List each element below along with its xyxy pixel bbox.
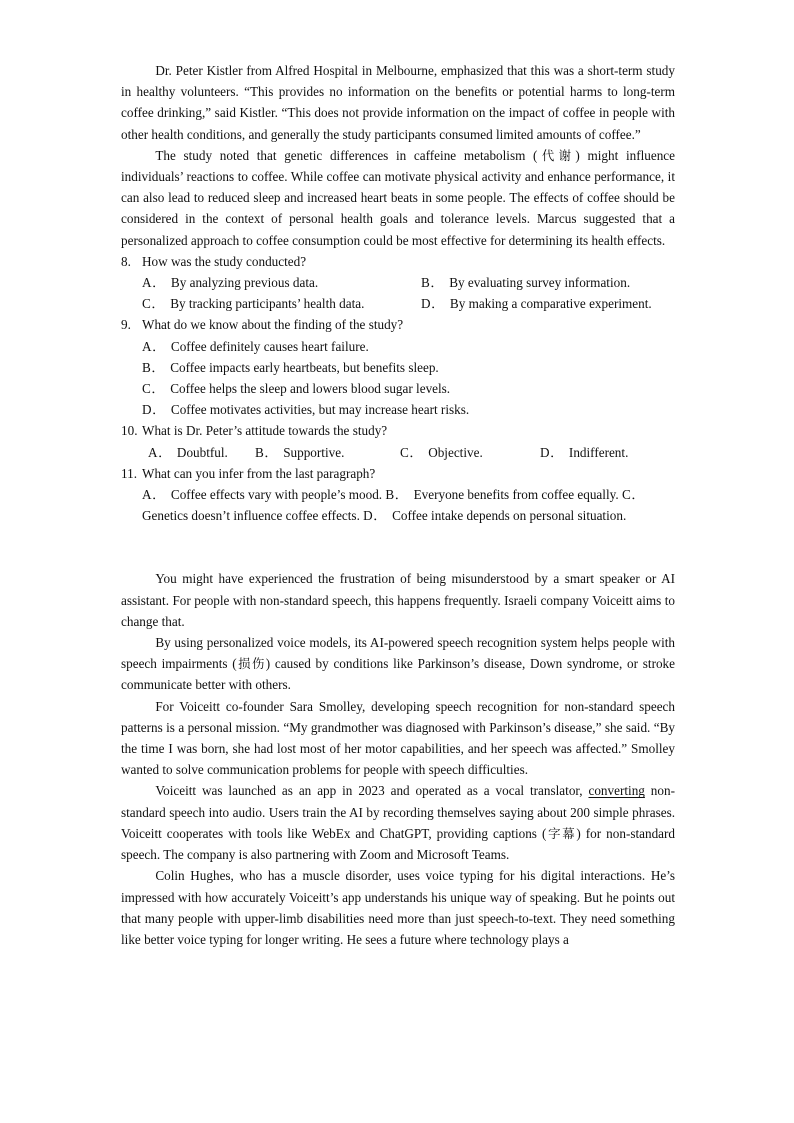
option-letter: D． <box>540 444 564 460</box>
question-11-option-b[interactable] <box>382 487 619 502</box>
question-11-options <box>121 484 675 526</box>
option-letter: C． <box>400 444 424 460</box>
option-letter: D． <box>363 508 388 524</box>
passage-one-paragraph-1: Dr. Peter Kistler from Alfred Hospital in Melbourne, emphasized that this was a short-term study in healthy volunteers. “This provides no information on the benefits or potential harms to long-term coffee drinking,” said Kistler. “This does not provide information on the impact of coffee in people with other health conditions, and generally the study participants consumed limited amounts of coffee.” <box>121 63 675 142</box>
document-body <box>121 60 675 950</box>
option-text: Coffee intake depends on personal situation. <box>392 508 627 524</box>
option-letter: A． <box>142 338 166 354</box>
option-text: Indifferent. <box>568 444 629 460</box>
option-text: Doubtful. <box>176 444 228 460</box>
option-text: Coffee effects vary with people’s mood. <box>170 487 383 503</box>
option-letter: A． <box>142 487 166 503</box>
option-letter: C． <box>621 487 646 503</box>
question-10-option-b[interactable] <box>255 442 344 463</box>
question-9-stem <box>121 314 675 335</box>
option-text: Everyone benefits from coffee equally. <box>413 487 619 503</box>
question-10-option-a[interactable] <box>148 442 228 463</box>
question-8-option-c[interactable] <box>142 293 421 314</box>
option-letter: C． <box>142 296 166 312</box>
passage-two-paragraph-3: For Voiceitt co-founder Sara Smolley, developing speech recognition for non-standard speech patterns is a personal mission. “My grandmother was diagnosed with Parkinson’s disease,” she said. “By the time I was born, she had lost most of her motor capabilities, and her speech was affected.” Smolley wanted to solve communication problems for people with speech difficulties. <box>121 698 675 778</box>
question-9-number: 9. <box>121 317 131 333</box>
passage-two-paragraph-4 <box>121 780 675 865</box>
underlined-word-converting: converting <box>588 783 645 799</box>
passage-one-paragraph-2 <box>121 145 675 251</box>
question-9-option-a[interactable] <box>142 336 675 357</box>
option-letter: B． <box>421 275 445 291</box>
question-10-option-c[interactable] <box>400 442 483 463</box>
option-text: Coffee definitely causes heart failure. <box>170 338 369 354</box>
passage-two-paragraph-2 <box>121 632 675 696</box>
option-letter: D． <box>421 296 445 312</box>
question-10-stem-text: What is Dr. Peter’s attitude towards the study? <box>142 423 388 439</box>
paragraph-text-after-gloss: ) for non-standard speech. The company is also partnering with Zoom and Microsoft Teams. <box>121 825 676 863</box>
option-letter: B． <box>255 444 279 460</box>
paragraph-text-before-gloss: By using personalized voice models, its AI-powered speech recognition system helps people with speech impairments ( <box>121 635 675 672</box>
question-8-stem-text: How was the study conducted? <box>142 253 307 269</box>
option-letter: A． <box>142 275 166 291</box>
paragraph-text-after-gloss: ) caused by conditions like Parkinson’s disease, Down syndrome, or stroke communicate better with others. <box>121 656 676 693</box>
question-10-stem <box>121 420 675 441</box>
chinese-gloss-metabolism: 代谢 <box>537 147 576 163</box>
option-text: Coffee helps the sleep and lowers blood sugar levels. <box>170 381 451 397</box>
question-10-options <box>121 442 675 463</box>
paragraph-text-middle: non-standard speech into audio. Users train the AI by recording themselves saying about 200 simple phrases. Voiceitt cooperates with tools like WebEx and ChatGPT, providing captions ( <box>121 783 675 841</box>
option-text: Coffee impacts early heartbeats, but benefits sleep. <box>170 359 439 375</box>
question-9-option-c[interactable] <box>142 378 675 399</box>
option-letter: A． <box>148 444 172 460</box>
paragraph-text-before-gloss: The study noted that genetic differences in caffeine metabolism ( <box>155 147 538 163</box>
passage-two-paragraph-1: You might have experienced the frustration of being misunderstood by a smart speaker or AI assistant. For people with non-standard speech, this happens frequently. Israeli company Voiceitt aims to change that. <box>121 571 675 629</box>
question-11-stem <box>121 463 675 484</box>
question-9-options <box>121 336 675 421</box>
option-text: By evaluating survey information. <box>449 275 631 291</box>
chinese-gloss-impairments: 损伤 <box>236 656 266 672</box>
option-text: Genetics doesn’t influence coffee effects. <box>142 508 360 524</box>
question-8 <box>121 251 675 315</box>
option-letter: D． <box>142 402 166 418</box>
passage-two-paragraph-5: Colin Hughes, who has a muscle disorder, uses voice typing for his digital interactions. He’s impressed with how accurately Voiceitt’s app understands his unique way of speaking. But he points out that many people with upper-limb disabilities need more than just speech-to-text. They need something like better voice typing for longer writing. He sees a future where technology plays a <box>121 868 675 947</box>
question-11-option-a[interactable] <box>142 487 382 502</box>
question-11-stem-text: What can you infer from the last paragraph? <box>142 465 376 481</box>
option-text: By tracking participants’ health data. <box>170 296 365 312</box>
question-11-number: 11. <box>121 465 137 481</box>
question-8-option-d[interactable] <box>421 293 675 314</box>
option-text: Objective. <box>428 444 483 460</box>
question-8-options <box>121 272 675 314</box>
chinese-gloss-captions: 字幕 <box>546 825 577 841</box>
question-10 <box>121 420 675 462</box>
option-letter: B． <box>142 359 166 375</box>
option-letter: C． <box>142 381 166 397</box>
option-text: Supportive. <box>283 444 345 460</box>
option-text: By making a comparative experiment. <box>449 296 652 312</box>
question-9-option-b[interactable] <box>142 357 675 378</box>
passage-separator <box>121 526 675 568</box>
paragraph-text-after-gloss: ) might influence individuals’ reactions to coffee. While coffee can motivate physical activity and enhance performance, it can also lead to reduced sleep and increased heart beats in some people. The effects of coffee should be considered in the context of personal health goals and tolerance levels. Marcus suggested that a personalized approach to coffee consumption could be most effective for determining its health effects. <box>121 147 676 248</box>
question-8-number: 8. <box>121 253 131 269</box>
question-8-option-a[interactable] <box>142 272 421 293</box>
question-10-number: 10. <box>121 423 138 439</box>
question-8-option-b[interactable] <box>421 272 675 293</box>
question-9-stem-text: What do we know about the finding of the study? <box>142 317 404 333</box>
question-8-stem <box>121 251 675 272</box>
option-text: By analyzing previous data. <box>170 275 319 291</box>
question-9 <box>121 314 675 420</box>
question-11 <box>121 463 675 527</box>
question-10-option-d[interactable] <box>540 442 628 463</box>
question-9-option-d[interactable] <box>142 399 675 420</box>
paragraph-text-before-underline: Voiceitt was launched as an app in 2023 and operated as a vocal translator, <box>155 783 589 799</box>
question-11-option-d[interactable] <box>360 508 626 523</box>
option-text: Coffee motivates activities, but may increase heart risks. <box>170 402 470 418</box>
option-letter: B． <box>385 487 409 503</box>
